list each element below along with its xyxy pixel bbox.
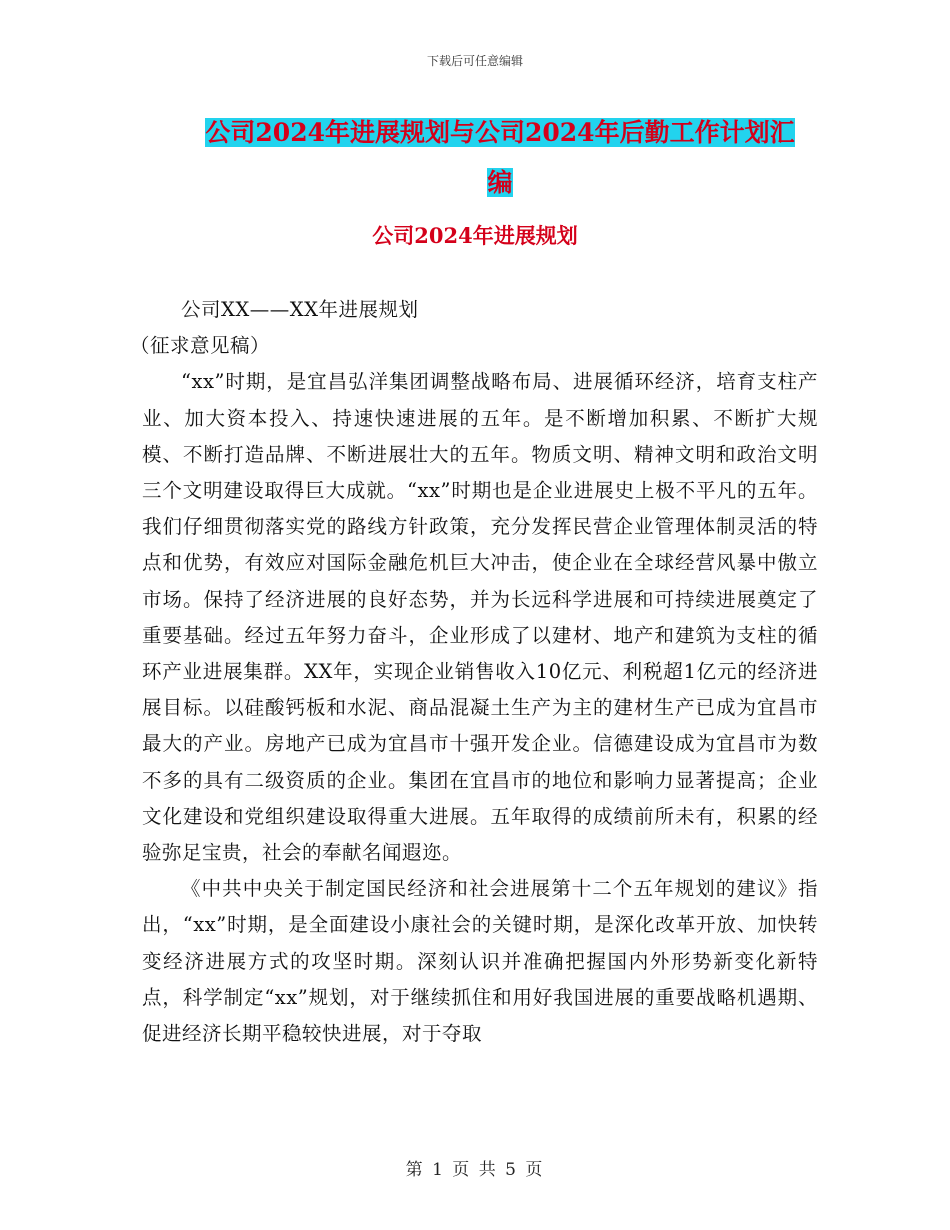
body-paragraph-2: 《中共中央关于制定国民经济和社会进展第十二个五年规划的建议》指出，“xx”时期，是全面建设小康社会的关键时期，是深化改革开放、加快转变经济进展方式的攻坚时期。深刻认识并准确把握国内外形势新变化新特点，科学制定“xx”规划，对于继续抓住和用好我国进展的重要战略机遇期、促进经济长期平稳较快进展，对于夺取 <box>142 877 818 1046</box>
page-header-note: 下载后可任意编辑 <box>426 54 523 68</box>
draft-note: （征求意见稿） <box>130 334 271 358</box>
document-body <box>130 292 818 1052</box>
section-title: 公司2024年进展规划 <box>372 223 578 248</box>
body-paragraph-1: “xx”时期，是宜昌弘洋集团调整战略布局、进展循环经济，培育支柱产业、加大资本投入、持速快速进展的五年。是不断增加积累、不断扩大规模、不断打造品牌、不断进展壮大的五年。物质文明、精神文明和政治文明三个文明建设取得巨大成就。“xx”时期也是企业进展史上极不平凡的五年。我们仔细贯彻落实党的路线方针政策，充分发挥民营企业管理体制灵活的特点和优势，有效应对国际金融危机巨大冲击，使企业在全球经营风暴中傲立市场。保持了经济进展的良好态势，并为长远科学进展和可持续进展奠定了重要基础。经过五年努力奋斗，企业形成了以建材、地产和建筑为支柱的循环产业进展集群。XX年，实现企业销售收入10亿元、利税超1亿元的经济进展目标。以硅酸钙板和水泥、商品混凝土生产为主的建材生产已成为宜昌市最大的产业。房地产已成为宜昌市十强开发企业。信德建设成为宜昌市为数不多的具有二级资质的企业。集团在宜昌市的地位和影响力显著提高；企业文化建设和党组织建设取得重大进展。五年取得的成绩前所未有，积累的经验弥足宝贵，社会的奉献名闻遐迩。 <box>142 370 818 865</box>
document-subtitle: 公司XX——XX年进展规划 <box>181 298 419 321</box>
document-title <box>150 108 850 208</box>
page-number: 第 1 页 共 5 页 <box>405 1160 545 1180</box>
document-title-line2: 编 <box>487 168 513 197</box>
document-title-line1: 公司2024年进展规划与公司2024年后勤工作计划汇 <box>205 118 795 147</box>
